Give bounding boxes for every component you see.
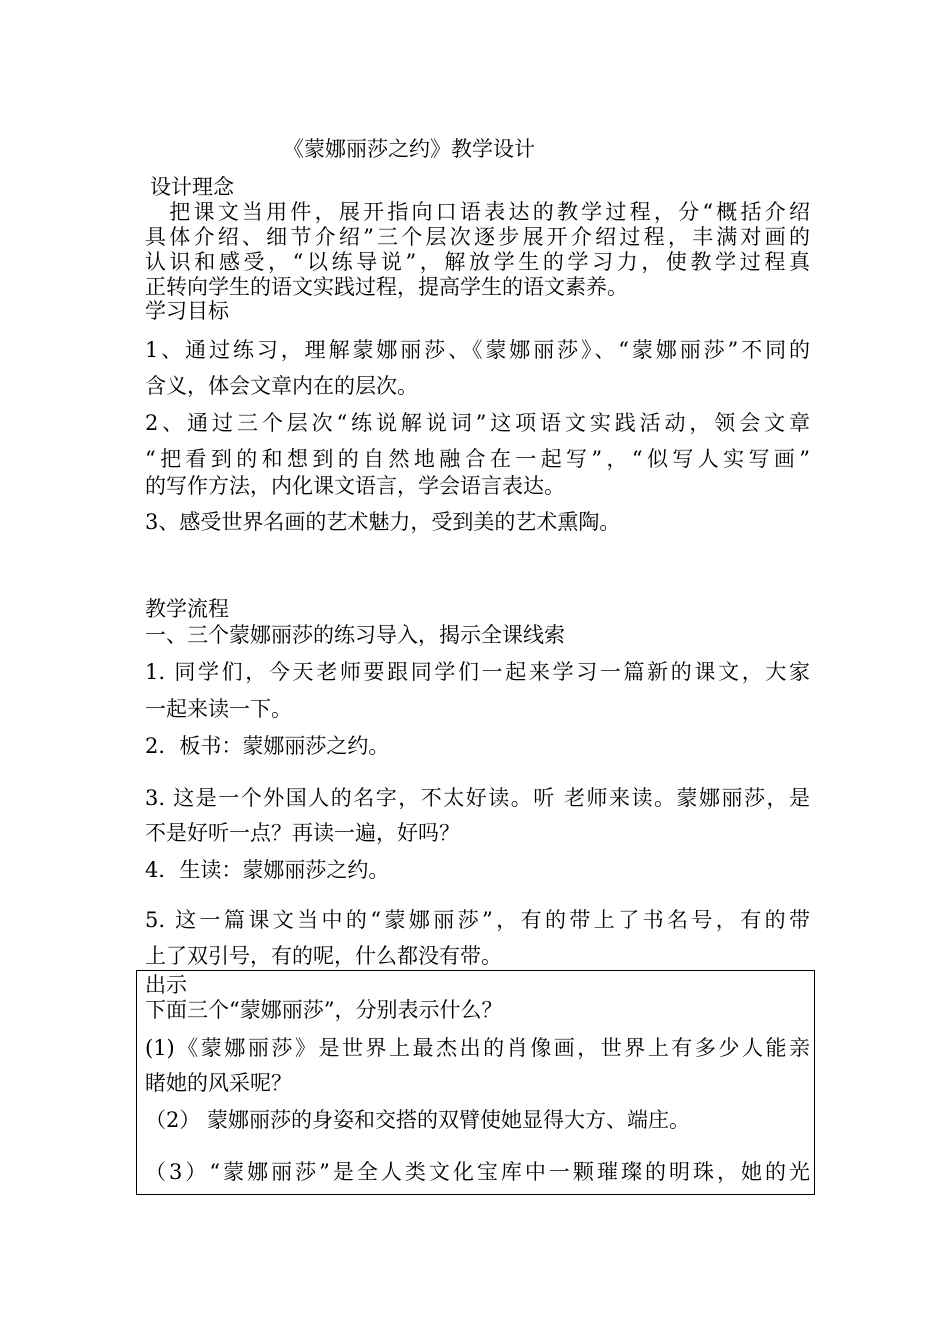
process-section-title: 一、三个蒙娜丽莎的练习导入，揭示全课线索 xyxy=(145,623,565,647)
design-concept-line: 具体介绍、细节介绍”三个层次逐步展开介绍过程，丰满对画的 xyxy=(145,225,810,249)
objective-line: 3、感受世界名画的艺术魅力，受到美的艺术熏陶。 xyxy=(145,510,621,534)
display-box-item-line: （2） 蒙娜丽莎的身姿和交搭的双臂使她显得大方、端庄。 xyxy=(145,1108,691,1132)
objective-line: 含义，体会文章内在的层次。 xyxy=(145,374,418,398)
process-step-line: 4．生读：蒙娜丽莎之约。 xyxy=(145,858,390,882)
process-step-line: 一起来读一下。 xyxy=(145,697,292,721)
display-box-item-line: 睹她的风采呢？ xyxy=(145,1071,292,1095)
process-step-line: 不是好听一点？再读一遍，好吗？ xyxy=(145,821,460,845)
display-box-item-line: (1)《蒙娜丽莎》是世界上最杰出的肖像画，世界上有多少人能亲 xyxy=(145,1036,810,1060)
objective-line: 的写作方法，内化课文语言，学会语言表达。 xyxy=(145,474,565,498)
design-concept-line: 把课文当用件，展开指向口语表达的教学过程，分“概括介绍 xyxy=(145,200,810,224)
objective-line: 1、通过练习，理解蒙娜丽莎、《蒙娜丽莎》、“蒙娜丽莎”不同的 xyxy=(145,338,810,362)
design-concept-line: 正转向学生的语文实践过程，提高学生的语文素养。 xyxy=(145,275,628,299)
process-step-line: 上了双引号，有的呢，什么都没有带。 xyxy=(145,944,502,968)
process-step-line: 3. 这是一个外国人的名字，不太好读。听 老师来读。蒙娜丽莎，是 xyxy=(145,786,810,810)
design-concept-line: 认识和感受，“以练导说”，解放学生的学习力，使教学过程真 xyxy=(145,250,810,274)
process-step-line: 5. 这一篇课文当中的“蒙娜丽莎”，有的带上了书名号，有的带 xyxy=(145,908,810,932)
display-box-item-line: （3）“蒙娜丽莎”是全人类文化宝库中一颗璀璨的明珠，她的光 xyxy=(145,1160,810,1184)
objective-line: “把看到的和想到的自然地融合在一起写”，“似写人实写画” xyxy=(145,447,810,471)
objectives-heading: 学习目标 xyxy=(145,299,229,323)
objective-line: 2、通过三个层次“练说解说词”这项语文实践活动，领会文章 xyxy=(145,411,810,435)
document-title: 《蒙娜丽莎之约》教学设计 xyxy=(283,137,535,161)
display-box-label: 出示 xyxy=(145,973,187,997)
design-concept-heading: 设计理念 xyxy=(150,175,234,199)
process-step-line: 1. 同学们，今天老师要跟同学们一起来学习一篇新的课文，大家 xyxy=(145,660,810,684)
process-heading: 教学流程 xyxy=(145,597,229,621)
display-box-question: 下面三个“蒙娜丽莎”，分别表示什么？ xyxy=(145,998,503,1022)
process-step-line: 2．板书：蒙娜丽莎之约。 xyxy=(145,734,390,758)
